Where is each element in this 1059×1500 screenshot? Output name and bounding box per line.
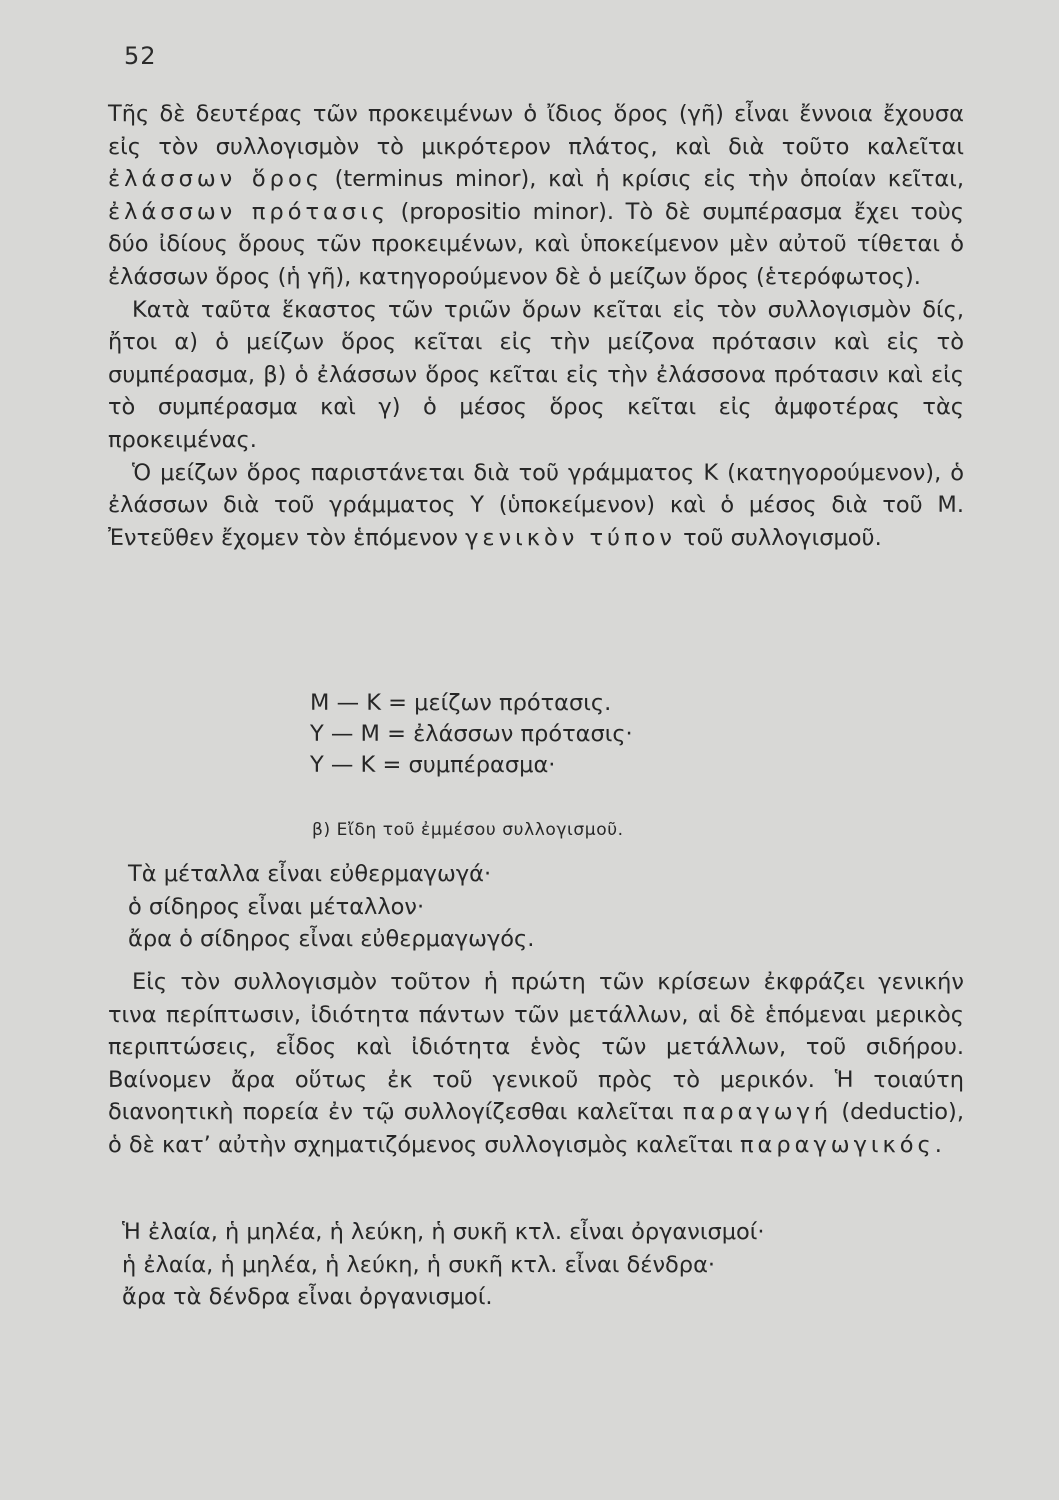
example-metals-syllogism <box>128 858 534 956</box>
paragraph-deduction: Εἰς τὸν συλλογισμὸν τοῦτον ἡ πρώτη τῶν κρίσεων ἐκφράζει γενικήν τινα περίπτωσιν, ἰδιότητα πάντων τῶν μετάλλων, αἱ δὲ ἑπόμεναι μερικὸς περιπτώσεις, εἶδος καὶ ἰδιότητα ἑνὸς τῶν μετάλλων, τοῦ σιδήρου. Βαίνομεν ἄρα οὕτως ἐκ τοῦ γενικοῦ πρὸς τὸ μερικόν. Ἡ τοιαύτη διανοητικὴ πορεία ἐν τῷ συλλογίζεσθαι καλεῖται παραγωγή (deductio), ὁ δὲ κατ’ αὐτὴν σχηματιζόμενος συλλογισμὸς καλεῖται παραγωγικός. <box>108 969 964 1158</box>
section-subheading: β) Εἴδη τοῦ ἐμμέσου συλλογισμοῦ. <box>312 820 624 840</box>
page-number: 52 <box>124 42 157 70</box>
paragraph-minor-term: Τῆς δὲ δευτέρας τῶν προκειμένων ὁ ἴδιος ὅρος (γῆ) εἶναι ἔννοια ἔχουσα εἰς τὸν συλλογισμὸν τὸ μικρότερον πλάτος, καὶ διὰ τοῦτο καλεῖται ἐλάσσων ὅρος (terminus minor), καὶ ἡ κρίσις εἰς τὴν ὁποίαν κεῖται, ἐλάσσων πρότασις (propositio minor). Τὸ δὲ συμπέρασμα ἔχει τοὺς δύο ἰδίους ὅρους τῶν προκειμένων, καὶ ὑποκείμενον μὲν αὐτοῦ τίθεται ὁ ἐλάσσων ὅρος (ἡ γῆ), κατηγορούμενον δὲ ὁ μείζων ὅρος (ἑτερόφωτος). <box>108 101 964 290</box>
paragraph-general-form: Ὁ μείζων ὅρος παριστάνεται διὰ τοῦ γράμματος Κ (κατηγορούμενον), ὁ ἐλάσσων διὰ τοῦ γράμματος Υ (ὑποκείμενον) καὶ ὁ μέσος διὰ τοῦ Μ. Ἐντεῦθεν ἔχομεν τὸν ἑπόμενον γενικὸν τύπον τοῦ συλλογισμοῦ. <box>108 459 964 551</box>
formula-conclusion: Υ — Κ = συμπέρασμα· <box>310 752 556 778</box>
example-line: ἄρα τὰ δένδρα εἶναι ὀργανισμοί. <box>122 1284 493 1311</box>
example-line: Τὰ μέταλλα εἶναι εὐθερμαγωγά· <box>128 861 492 887</box>
example-line: ἄρα ὁ σίδηρος εἶναι εὐθερμαγωγός. <box>128 926 535 953</box>
emphasis-minor-term: ἐλάσσων ὅρος <box>108 166 323 193</box>
syllogism-formulas <box>310 688 633 781</box>
example-line: Ἡ ἐλαία, ἡ μηλέα, ἡ λεύκη, ἡ συκῆ κτλ. εἶναι ὀργανισμοί· <box>122 1219 765 1245</box>
formula-major-premise: Μ — Κ = μείζων πρότασις. <box>310 690 612 716</box>
emphasis-general-form: γενικὸν τύπον <box>465 524 676 551</box>
emphasis-deductive: παραγωγικός <box>739 1131 935 1158</box>
formula-minor-premise: Υ — Μ = ἐλάσσων πρότασις· <box>310 721 633 747</box>
body-text-upper <box>108 98 964 554</box>
example-line: ὁ σίδηρος εἶναι μέταλλον· <box>128 893 425 920</box>
example-trees-syllogism <box>122 1216 765 1314</box>
emphasis-minor-premise: ἐλάσσων πρότασις <box>108 198 389 225</box>
body-text-lower <box>108 966 964 1162</box>
example-line: ἡ ἐλαία, ἡ μηλέα, ἡ λεύκη, ἡ συκῆ κτλ. εἶναι δένδρα· <box>122 1251 716 1278</box>
emphasis-deduction: παραγωγή <box>682 1099 833 1126</box>
paragraph-terms-placement: Κατὰ ταῦτα ἕκαστος τῶν τριῶν ὅρων κεῖται εἰς τὸν συλλογισμὸν δίς, ἤτοι α) ὁ μείζων ὅρος κεῖται εἰς τὴν μείζονα πρότασιν καὶ εἰς τὸ συμπέρασμα, β) ὁ ἐλάσσων ὅρος κεῖται εἰς τὴν ἐλάσσονα πρότασιν καὶ εἰς τὸ συμπέρασμα καὶ γ) ὁ μέσος ὅρος κεῖται εἰς ἀμφοτέρας τὰς προκειμένας. <box>108 296 964 453</box>
